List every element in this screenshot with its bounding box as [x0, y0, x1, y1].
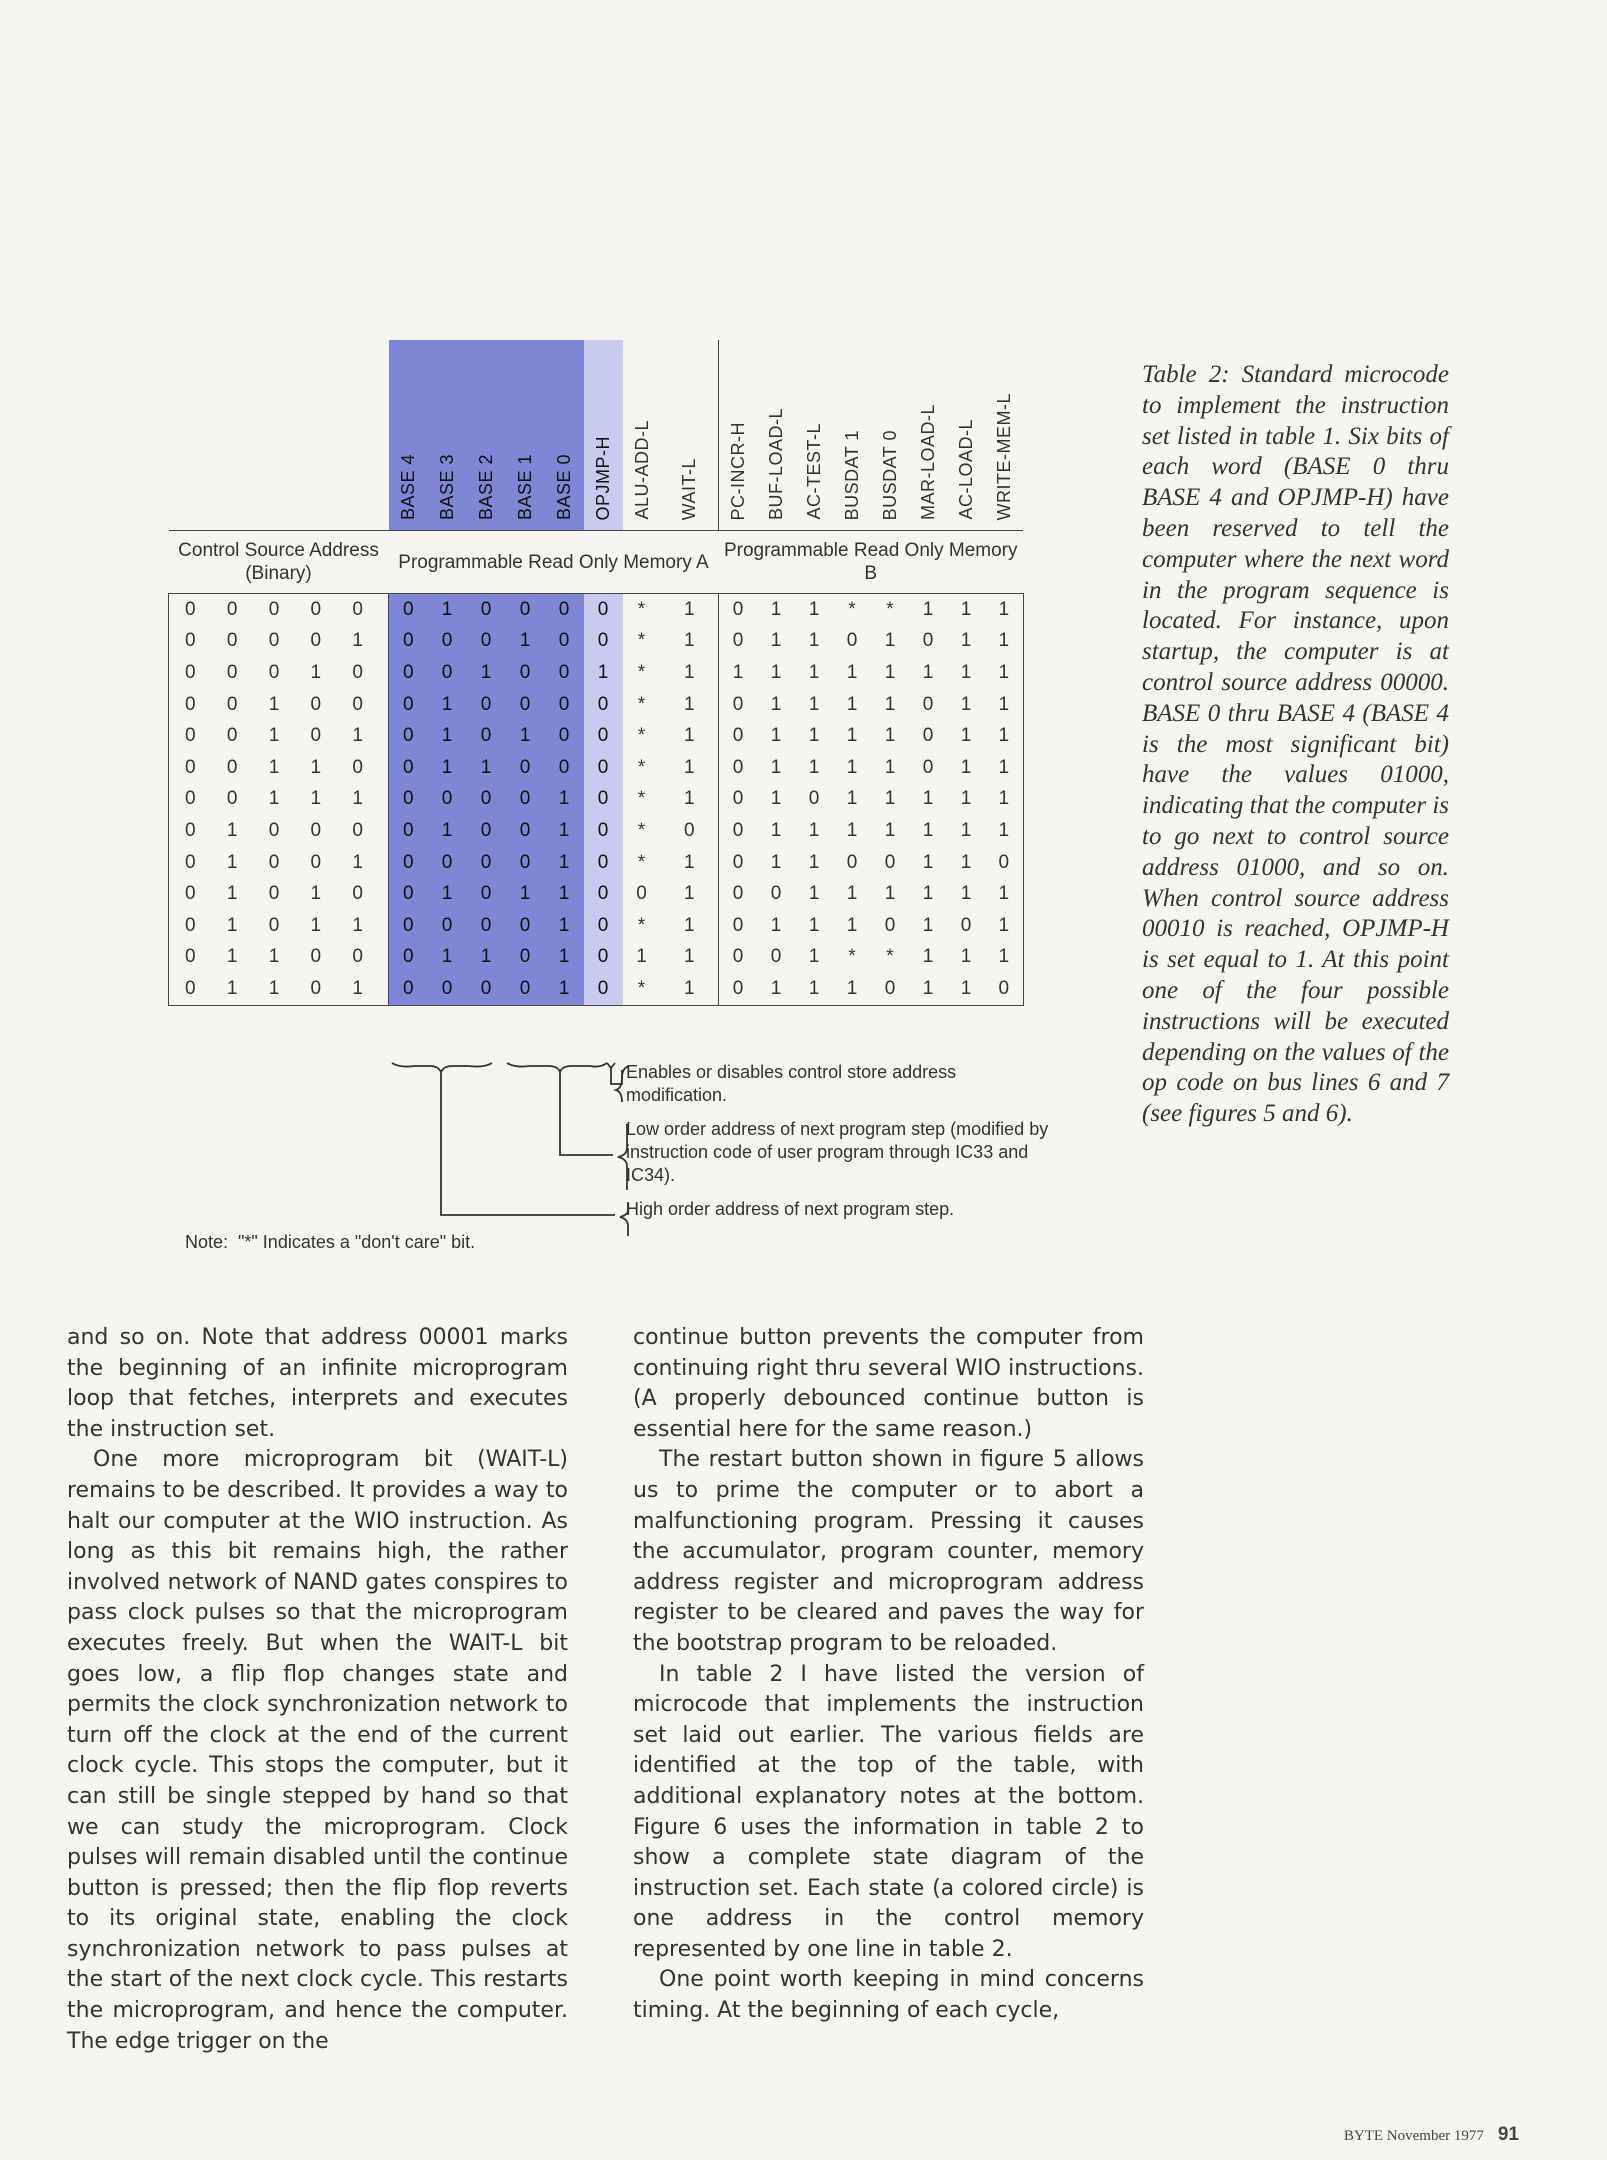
rom-b-cell: 0: [719, 784, 758, 816]
rom-a-cell: 1: [584, 657, 623, 689]
rom-b-cell: 1: [985, 784, 1023, 816]
rom-b-cell: 0: [719, 720, 758, 752]
rom-a-cell: 0: [584, 626, 623, 658]
rom-b-cell: 1: [960, 693, 972, 715]
address-cell: 0 1 0 1 0: [169, 878, 389, 910]
address-cell: 0 1 0 0 0: [169, 815, 389, 847]
rom-b-cell: 0: [922, 630, 934, 652]
rom-b-cell: 1: [808, 851, 820, 873]
rom-a-cell: *: [637, 693, 646, 715]
rom-b-cell: 1: [960, 946, 972, 968]
rom-a-cell: 0: [428, 847, 467, 879]
rom-b-cell: 1: [884, 819, 896, 841]
rom-a-cell: 0: [506, 689, 545, 721]
column-header-label: BASE 2: [476, 453, 496, 520]
rom-a-cell: 0: [467, 626, 506, 658]
rom-b-cell: 1: [770, 914, 782, 936]
address-group-header: Control Source Address (Binary): [169, 531, 389, 594]
rom-a-cell: 1: [545, 910, 584, 942]
rom-b-cell: 1: [985, 910, 1023, 942]
rom-a-cell: *: [637, 756, 646, 778]
rom-b-cell: 0: [871, 973, 909, 1005]
rom-a-cell: 1: [467, 752, 506, 784]
rom-a-cell: 1: [428, 815, 467, 847]
rom-b-cell: 0: [770, 883, 782, 905]
rom-a-cell: 0: [545, 657, 584, 689]
rom-a-cell: 1: [428, 689, 467, 721]
rom-b-cell: 1: [846, 725, 858, 747]
rom-a-cell: *: [637, 661, 646, 683]
rom-a-cell: *: [637, 788, 646, 810]
rom-a-cell: 0: [467, 973, 506, 1005]
rom-b-cell: 1: [985, 720, 1023, 752]
rom-a-cell: *: [623, 973, 661, 1005]
rom-a-cell: 1: [545, 878, 584, 910]
rom-b-cell: 1: [884, 788, 896, 810]
column-header-label: AC-TEST-L: [804, 423, 824, 520]
rom-b-cell: 1: [808, 693, 820, 715]
magazine-issue: BYTE November 1977: [1343, 2128, 1484, 2144]
rom-a-cell: 0: [428, 784, 467, 816]
rom-a-cell: *: [637, 725, 646, 747]
rom-a-cell: 0: [389, 594, 428, 626]
rom-b-cell: 0: [884, 851, 896, 873]
rom-b-cell: 1: [808, 914, 820, 936]
rom-b-cell: 1: [884, 756, 896, 778]
column-header-label: PC-INCR-H: [728, 421, 748, 520]
note-low-order: Low order address of next program step (modified by instruction code of user program through IC33 and IC34).: [626, 1119, 1049, 1185]
body-column-right: [633, 1323, 1144, 2027]
rom-b-cell: 1: [884, 661, 896, 683]
table-caption: Table 2: Standard microcode to implement the instruction set listed in table 1. Six bits of each word (BASE 0 thru BASE 4 and OPJMP-H) have been reserved to tell the computer where the next word in the program sequence is located. For instance, upon startup, the computer is at control source address 00000. BASE 0 thru BASE 4 (BASE 4 is the most significant bit) have the values 01000, indicating that the computer is to go next to control source address 01000, and so on. When control source address 00010 is reached, OPJMP-H is set equal to 1. At this point one of the four possible instructions will be executed depending on the values of the op code on bus lines 6 and 7 (see figures 5 and 6).: [1142, 361, 1449, 1128]
paragraph: One more microprogram bit (WAIT-L) remains to be described. It provides a way to halt our computer at the WIO instruction. As long as this bit remains high, the rather involved network of NAND gates conspires to pass clock pulses so that the microprogram executes freely. But when the WAIT-L bit goes low, a flip flop changes state and permits the clock synchronization network to turn off the clock at the end of the current clock cycle. This stops the computer, but it can still be single stepped by hand so that we can study the microprogram. Clock pulses will remain disabled until the continue button is pressed; then the flip flop reverts to its original state, enabling the clock synchronization network to pass pulses at the start of the next clock cycle. This restarts the microprogram, and hence the computer. The edge trigger on the: [67, 1447, 568, 2054]
column-header-label: MAR-LOAD-L: [918, 403, 938, 520]
rom-b-cell: 1: [960, 598, 972, 620]
rom-a-cell: 0: [545, 626, 584, 658]
rom-b-cell: 1: [960, 788, 972, 810]
rom-a-cell: *: [637, 914, 646, 936]
rom-a-cell: 1: [428, 594, 467, 626]
rom-a-cell: 1: [506, 878, 545, 910]
rom-a-cell: 0: [683, 819, 695, 841]
rom-a-cell: 0: [389, 657, 428, 689]
rom-b-cell: 1: [960, 819, 972, 841]
rom-a-cell: 0: [389, 784, 428, 816]
column-header-label: BASE 3: [437, 453, 457, 520]
rom-b-cell: 1: [846, 788, 858, 810]
rom-b-cell: 1: [922, 914, 934, 936]
rom-a-cell: 1: [428, 942, 467, 974]
rom-b-cell: 0: [808, 788, 820, 810]
rom-a-cell: 0: [584, 942, 623, 974]
rom-a-cell: 0: [506, 594, 545, 626]
rom-b-cell: 0: [922, 725, 934, 747]
rom-b-cell: 1: [985, 594, 1023, 626]
rom-b-cell: 1: [808, 756, 820, 778]
rom-a-cell: 0: [506, 657, 545, 689]
rom-b-cell: 1: [985, 657, 1023, 689]
rom-a-cell: 0: [506, 847, 545, 879]
rom-a-cell: 0: [389, 752, 428, 784]
column-header-label: AC-LOAD-L: [956, 419, 976, 520]
rom-b-cell: 1: [922, 851, 934, 873]
address-cell: 0 0 0 1 0: [169, 657, 389, 689]
rom-a-cell: 0: [584, 784, 623, 816]
rom-b-cell: 1: [846, 819, 858, 841]
rom-a-cell: 0: [467, 815, 506, 847]
rom-a-cell: 0: [428, 973, 467, 1005]
rom-a-cell: 0: [389, 720, 428, 752]
page-footer: [1344, 2124, 1519, 2146]
rom-a-cell: 1: [428, 752, 467, 784]
note-dont-care: Note: "*" Indicates a "don't care" bit.: [185, 1232, 476, 1252]
rom-b-cell: 1: [719, 657, 758, 689]
address-cell: 0 0 0 0 0: [169, 594, 389, 626]
address-cell: 0 0 0 0 1: [169, 626, 389, 658]
rom-a-cell: 0: [428, 910, 467, 942]
rom-a-cell: 0: [467, 720, 506, 752]
rom-a-cell: 1: [467, 657, 506, 689]
column-header-label: OPJMP-H: [593, 435, 613, 520]
rom-b-cell: 1: [846, 756, 858, 778]
rom-a-cell: 0: [584, 594, 623, 626]
rom-b-cell: 1: [846, 661, 858, 683]
rom-b-cell: 1: [985, 689, 1023, 721]
note-high-order: High order address of next program step.: [626, 1199, 955, 1219]
rom-b-cell: 1: [808, 598, 820, 620]
address-cell: 0 1 1 0 0: [169, 942, 389, 974]
column-header-label: WAIT-L: [679, 457, 700, 520]
rom-b-cell: 0: [719, 689, 758, 721]
rom-b-cell: *: [848, 946, 856, 968]
rom-b-cell: 1: [909, 973, 947, 1005]
rom-a-cell: 0: [389, 910, 428, 942]
rom-a-cell: 1: [683, 946, 695, 968]
rom-b-cell: 1: [985, 626, 1023, 658]
rom-b-cell: 0: [770, 946, 782, 968]
rom-b-cell: 1: [846, 883, 858, 905]
rom-a-cell: 1: [683, 788, 695, 810]
rom-b-cell: 1: [960, 661, 972, 683]
rom-b-cell: 1: [985, 942, 1023, 974]
paragraph: and so on. Note that address 00001 marks the beginning of an infinite microprogram loop that fetches, interprets and executes the instruction set.: [67, 1325, 568, 1442]
rom-b-cell: 0: [719, 878, 758, 910]
rom-b-cell: 1: [770, 851, 782, 873]
rom-a-cell: 1: [683, 598, 695, 620]
rom-a-cell: 1: [545, 942, 584, 974]
rom-b-cell: 1: [808, 725, 820, 747]
rom-a-cell: 1: [683, 693, 695, 715]
rom-b-cell: 0: [884, 914, 896, 936]
rom-b-cell: 1: [846, 914, 858, 936]
rom-b-cell: 0: [846, 851, 858, 873]
address-cell: 0 0 1 0 1: [169, 720, 389, 752]
rom-b-cell: 1: [770, 661, 782, 683]
rom-b-cell: 1: [770, 788, 782, 810]
rom-a-cell: 0: [545, 689, 584, 721]
rom-a-cell: 0: [584, 973, 623, 1005]
rom-a-cell: 1: [683, 851, 695, 873]
rom-a-cell: 1: [683, 756, 695, 778]
address-cell: 0 1 0 0 1: [169, 847, 389, 879]
rom-b-cell: 1: [757, 973, 795, 1005]
paragraph: continue button prevents the computer from continuing right thru several WIO instructions. (A properly debounced continue button is essential here for the same reason.): [633, 1325, 1144, 1442]
rom-b-cell: 1: [922, 661, 934, 683]
rom-b-cell: 0: [922, 756, 934, 778]
rom-b-cell: 1: [770, 630, 782, 652]
rom-a-cell: 0: [389, 973, 428, 1005]
rom-b-cell: 0: [719, 752, 758, 784]
column-header-label: BUF-LOAD-L: [766, 407, 786, 520]
address-cell: 0 0 1 1 1: [169, 784, 389, 816]
rom-b-cell: 1: [884, 693, 896, 715]
rom-b-cell: 0: [985, 973, 1023, 1005]
rom-a-cell: *: [637, 819, 646, 841]
rom-a-cell: 0: [467, 689, 506, 721]
rom-b-cell: 1: [960, 725, 972, 747]
rom-b-cell: 1: [960, 630, 972, 652]
rom-b-cell: 1: [833, 973, 871, 1005]
column-header-label: BUSDAT 0: [880, 429, 900, 520]
rom-a-cell: 0: [467, 878, 506, 910]
rom-a-cell: 0: [389, 847, 428, 879]
rom-b-cell: 0: [960, 914, 972, 936]
rom-a-cell: 0: [506, 942, 545, 974]
paragraph: In table 2 I have listed the version of microcode that implements the instruction set laid out earlier. The various fields are identified at the top of the table, with additional explanatory notes at the bottom. Figure 6 uses the information in table 2 to show a complete state diagram of the instruction set. Each state (a colored circle) is one address in the control memory represented by one line in table 2.: [633, 1661, 1144, 1962]
rom-b-cell: 0: [719, 942, 758, 974]
rom-b-cell: 0: [719, 626, 758, 658]
rom-b-cell: 1: [922, 883, 934, 905]
rom-b-cell: 1: [770, 756, 782, 778]
rom-b-cell: 1: [922, 946, 934, 968]
rom-a-cell: 1: [683, 661, 695, 683]
rom-b-cell: 0: [846, 630, 858, 652]
rom-a-cell: 0: [428, 657, 467, 689]
rom-a-cell: 0: [584, 910, 623, 942]
rom-b-cell: 0: [719, 847, 758, 879]
body-column-left: [67, 1323, 568, 2057]
rom-b-cell: 1: [846, 693, 858, 715]
rom-b-cell: 0: [719, 594, 758, 626]
rom-a-cell: 1: [506, 626, 545, 658]
rom-a-cell: 0: [584, 815, 623, 847]
rom-a-cell: 0: [389, 689, 428, 721]
rom-a-cell: 0: [467, 847, 506, 879]
rom-a-cell: 0: [467, 910, 506, 942]
rom-a-cell: 0: [506, 815, 545, 847]
rom-b-cell: 0: [719, 815, 758, 847]
rom-b-cell: 1: [960, 851, 972, 873]
rom-b-cell: *: [886, 598, 894, 620]
rom-a-cell: 1: [545, 784, 584, 816]
rom-a-cell: 1: [683, 914, 695, 936]
rom-b-cell: 0: [985, 847, 1023, 879]
column-header-label: BUSDAT 1: [842, 429, 862, 520]
rom-b-cell: 1: [960, 883, 972, 905]
rom-b-cell: 1: [985, 752, 1023, 784]
rom-b-cell: 1: [947, 973, 985, 1005]
column-header-label: ALU-ADD-L: [631, 420, 652, 520]
rom-a-cell: 0: [545, 752, 584, 784]
rom-b-group-header: Programmable Read Only Memory B: [719, 531, 1024, 594]
rom-b-cell: 0: [719, 910, 758, 942]
rom-a-cell: 0: [467, 594, 506, 626]
rom-a-cell: 1: [636, 946, 647, 968]
rom-b-cell: 1: [795, 973, 833, 1005]
rom-a-cell: 0: [389, 626, 428, 658]
rom-b-cell: 1: [770, 693, 782, 715]
column-header-label: WRITE-MEM-L: [994, 392, 1014, 520]
rom-b-cell: 1: [884, 725, 896, 747]
rom-a-cell: 1: [506, 720, 545, 752]
column-header-label: BASE 4: [398, 453, 418, 520]
rom-b-cell: 1: [922, 598, 934, 620]
rom-a-cell: 0: [506, 910, 545, 942]
rom-a-cell: 0: [545, 594, 584, 626]
rom-b-cell: 1: [808, 819, 820, 841]
rom-b-cell: 1: [922, 788, 934, 810]
rom-b-cell: *: [848, 598, 856, 620]
address-cell: 0 0 1 0 0: [169, 689, 389, 721]
rom-a-group-header: Programmable Read Only Memory A: [389, 531, 719, 594]
rom-a-cell: 0: [467, 784, 506, 816]
rom-b-cell: 1: [985, 878, 1023, 910]
rom-a-cell: 0: [428, 626, 467, 658]
rom-a-cell: 1: [683, 630, 695, 652]
rom-a-cell: 0: [636, 883, 647, 905]
rom-a-cell: 0: [389, 878, 428, 910]
rom-a-cell: 0: [545, 720, 584, 752]
rom-a-cell: 0: [584, 720, 623, 752]
page-number: 91: [1497, 2124, 1519, 2145]
rom-b-cell: 1: [884, 630, 896, 652]
rom-b-cell: 1: [922, 819, 934, 841]
rom-a-cell: 0: [506, 973, 545, 1005]
rom-a-cell: 1: [545, 815, 584, 847]
rom-b-cell: 1: [770, 598, 782, 620]
rom-b-cell: 1: [808, 946, 820, 968]
note-enable: Enables or disables control store address modification.: [626, 1062, 957, 1105]
rom-a-cell: 0: [506, 752, 545, 784]
rom-a-cell: 0: [389, 942, 428, 974]
address-cell: 0 1 0 1 1: [169, 910, 389, 942]
rom-b-cell: 1: [770, 819, 782, 841]
column-header-label: BASE 1: [515, 453, 535, 520]
rom-a-cell: 1: [545, 973, 584, 1005]
rom-a-cell: *: [637, 630, 646, 652]
rom-a-cell: 1: [545, 847, 584, 879]
rom-a-cell: 1: [467, 942, 506, 974]
rom-b-cell: 1: [985, 815, 1023, 847]
paragraph: One point worth keeping in mind concerns timing. At the beginning of each cycle,: [633, 1967, 1144, 2024]
rom-a-cell: *: [637, 851, 646, 873]
rom-a-cell: 1: [661, 973, 719, 1005]
rom-b-cell: 1: [770, 725, 782, 747]
rom-b-cell: 1: [884, 883, 896, 905]
rom-a-cell: 0: [584, 752, 623, 784]
column-header-label: BASE 0: [554, 453, 574, 520]
rom-b-cell: 1: [808, 630, 820, 652]
rom-a-cell: 0: [584, 689, 623, 721]
rom-a-cell: 0: [389, 815, 428, 847]
rom-a-cell: 1: [428, 878, 467, 910]
rom-a-cell: 1: [683, 725, 695, 747]
rom-b-cell: 0: [922, 693, 934, 715]
rom-a-cell: 1: [428, 720, 467, 752]
rom-b-cell: 0: [719, 973, 758, 1005]
paragraph: The restart button shown in figure 5 allows us to prime the computer or to abort a malfunctioning program. Pressing it causes the accumulator, program counter, memory address register and microprogram address register to be cleared and paves the way for the bootstrap program to be reloaded.: [633, 1447, 1144, 1656]
rom-a-cell: *: [637, 598, 646, 620]
rom-a-cell: 0: [584, 878, 623, 910]
rom-a-cell: 0: [506, 784, 545, 816]
address-cell: 0 1 1 0 1: [169, 973, 389, 1005]
rom-b-cell: *: [886, 946, 894, 968]
rom-b-cell: 1: [808, 661, 820, 683]
address-cell: 0 0 1 1 0: [169, 752, 389, 784]
rom-b-cell: 1: [960, 756, 972, 778]
rom-a-cell: 0: [584, 847, 623, 879]
rom-a-cell: 1: [683, 883, 695, 905]
rom-b-cell: 1: [808, 883, 820, 905]
